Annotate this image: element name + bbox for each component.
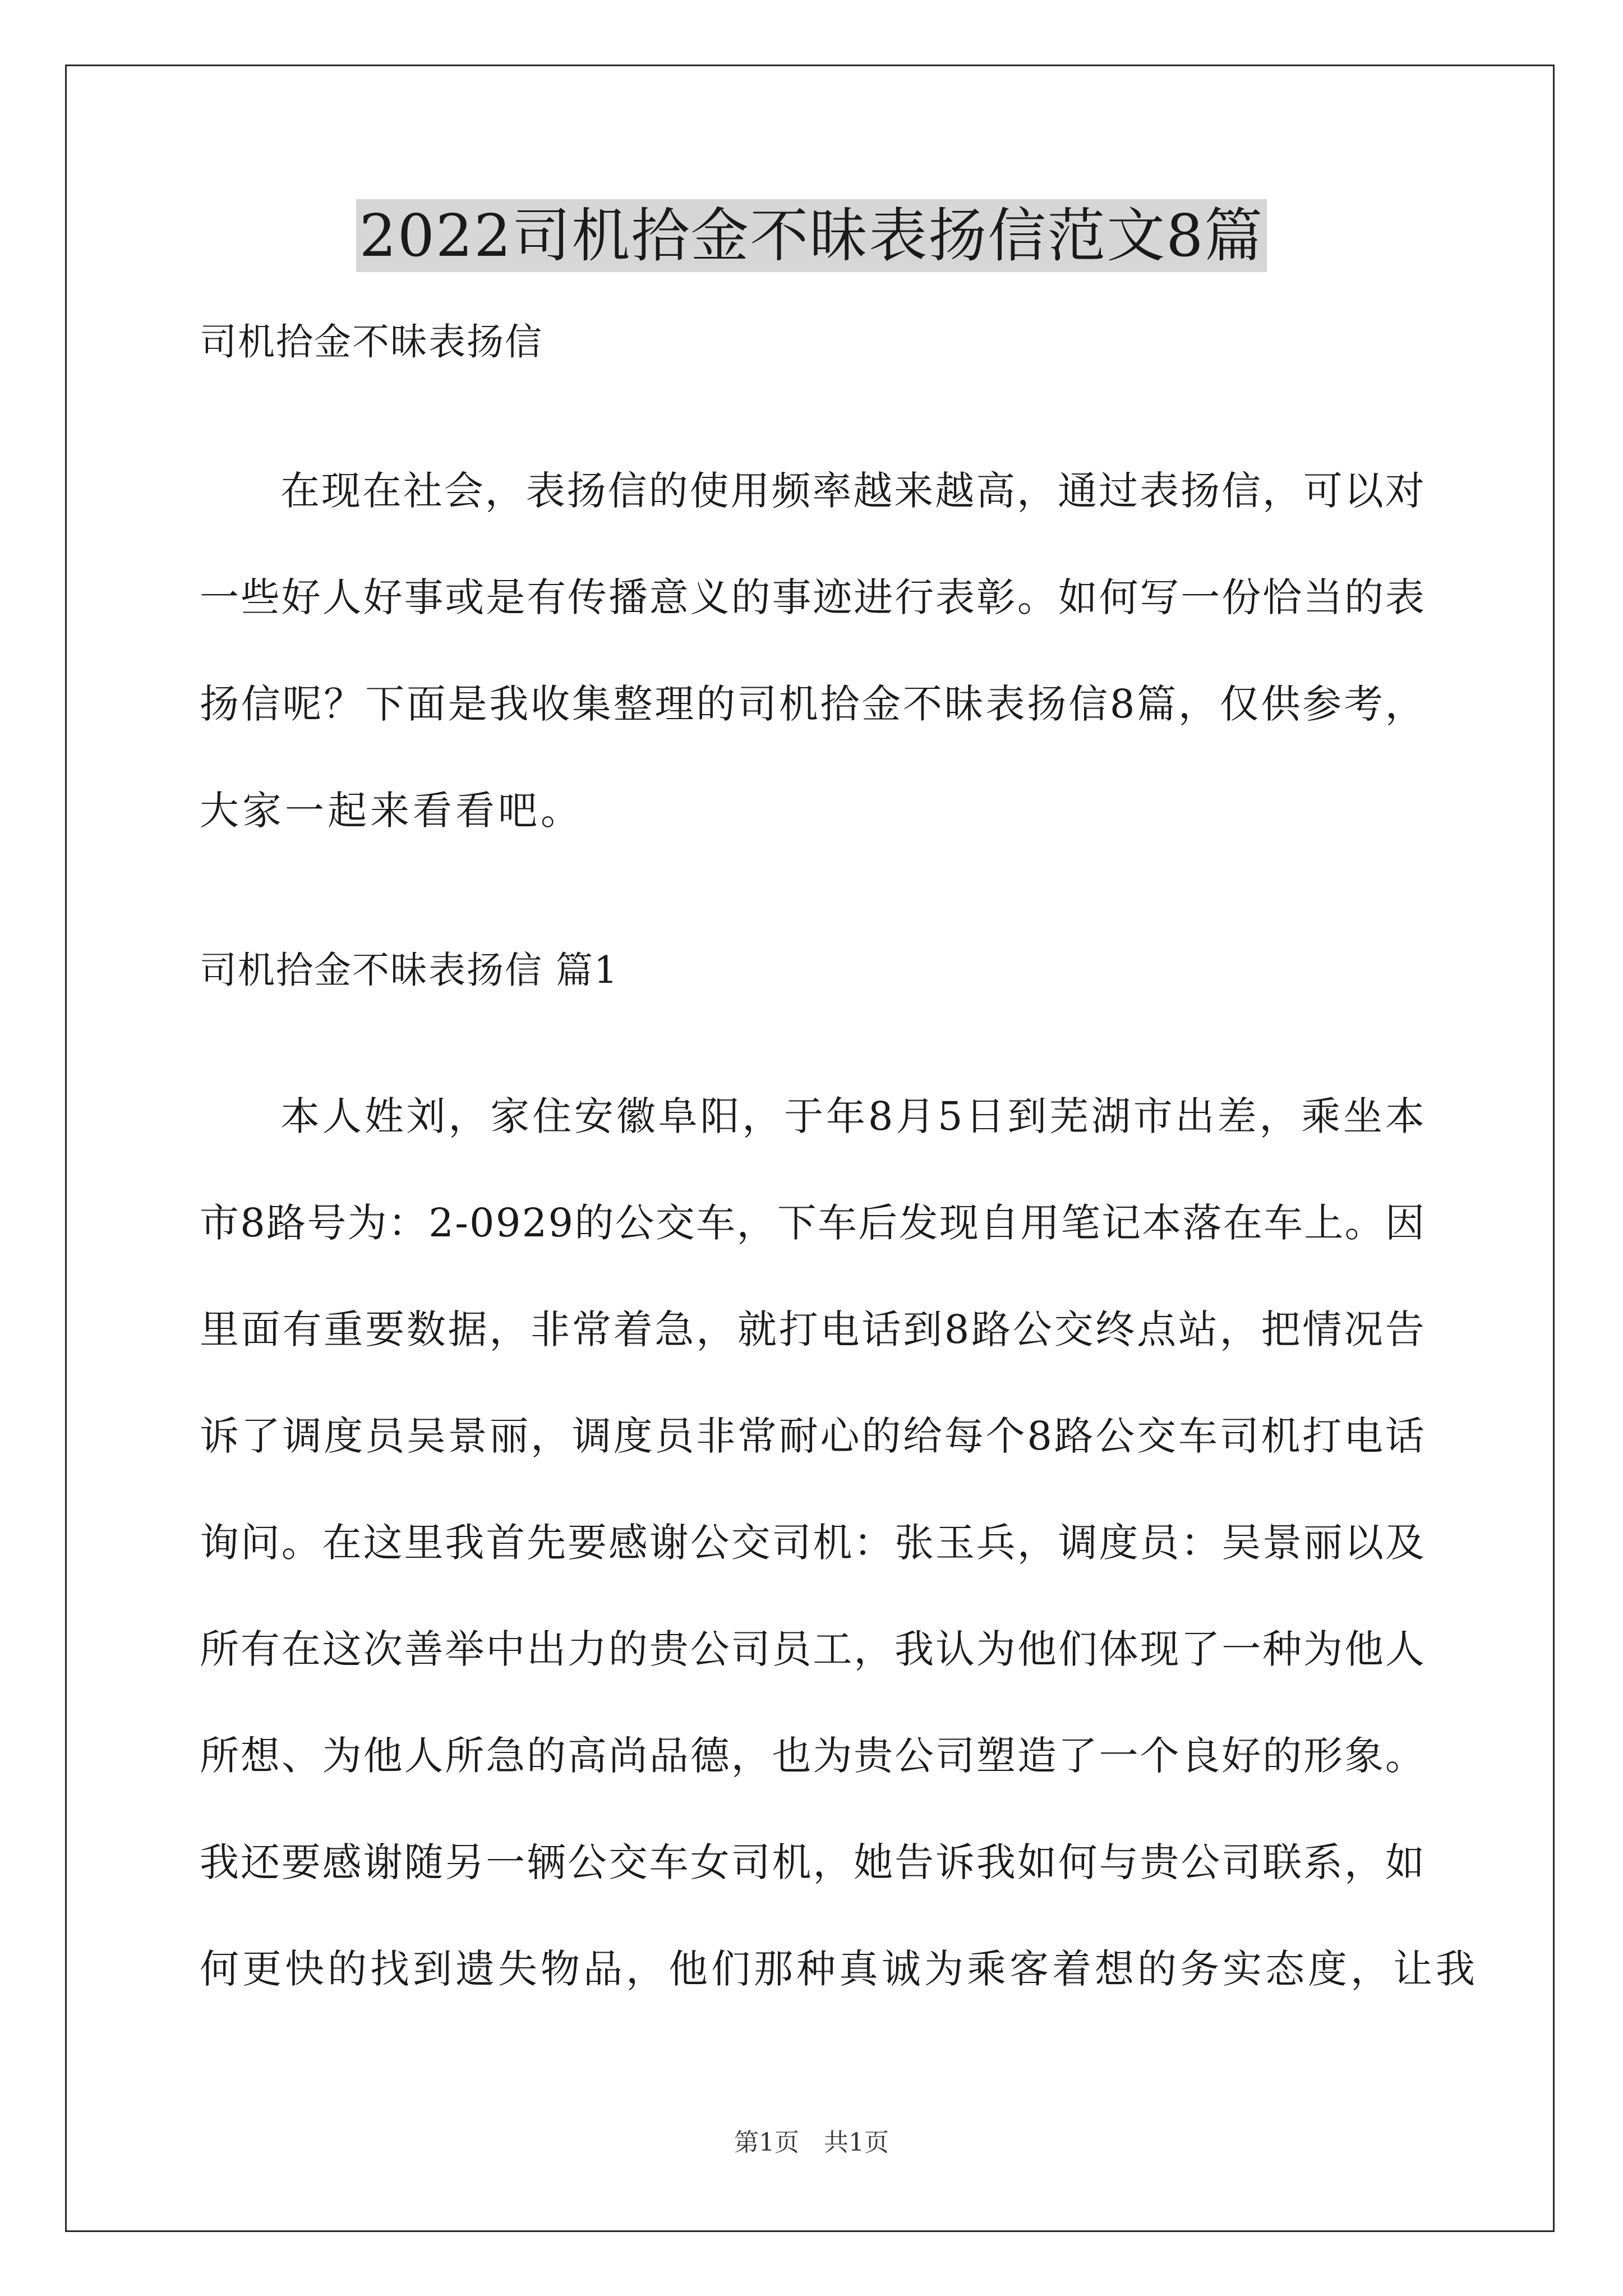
text-line: 大 家 一 起 来 看 看 吧 。 bbox=[200, 788, 583, 834]
text-line: 本 人 姓 刘 ， 家 住 安 徽 阜 阳 ， 于 年 8 月 5 日 到 芜 湖 市 出 差 ， 乘 坐 本 bbox=[280, 1093, 1424, 1139]
document-title bbox=[0, 199, 1623, 272]
page-footer: 第1页 共1页 bbox=[734, 2128, 889, 2157]
text-line: 所 想 、 为 他 人 所 急 的 高 尚 品 德 ， 也 为 贵 公 司 塑 造 了 一 个 良 好 的 形 象 。 bbox=[200, 1733, 1424, 1779]
text-line: 询 问 。 在 这 里 我 首 先 要 感 谢 公 交 司 机 ： 张 玉 兵 ， 调 度 员 ： 吴 景 丽 以 及 bbox=[200, 1520, 1424, 1566]
section-heading: 司机拾金不昧表扬信 篇1 bbox=[200, 949, 619, 992]
text-line: 市 8 路 号 为 ： 2 - 0 9 2 9 的 公 交 车 ， 下 车 后 发 现 自 用 笔 记 本 落 在 车 上 。 因 bbox=[200, 1200, 1424, 1246]
text-line: 所 有 在 这 次 善 举 中 出 力 的 贵 公 司 员 工 ， 我 认 为 他 们 体 现 了 一 种 为 他 人 bbox=[200, 1626, 1424, 1672]
document-title-text: 2022司机拾金不昧表扬信范文8篇 bbox=[356, 199, 1267, 272]
text-line: 诉 了 调 度 员 吴 景 丽 ， 调 度 员 非 常 耐 心 的 给 每 个 8 路 公 交 车 司 机 打 电 话 bbox=[200, 1413, 1424, 1459]
text-line: 里 面 有 重 要 数 据 ， 非 常 着 急 ， 就 打 电 话 到 8 路 公 交 终 点 站 ， 把 情 况 告 bbox=[200, 1306, 1424, 1352]
page-border bbox=[65, 65, 1555, 2232]
text-line: 我 还 要 感 谢 随 另 一 辆 公 交 车 女 司 机 ， 她 告 诉 我 如 何 与 贵 公 司 联 系 ， 如 bbox=[200, 1839, 1424, 1885]
text-line: 扬 信 呢 ？ 下 面 是 我 收 集 整 理 的 司 机 拾 金 不 昧 表 扬 信 8 篇 ， 仅 供 参 考 ， bbox=[200, 681, 1424, 727]
text-line: 一 些 好 人 好 事 或 是 有 传 播 意 义 的 事 迹 进 行 表 彰 。 如 何 写 一 份 恰 当 的 表 bbox=[200, 574, 1424, 620]
text-line: 在 现 在 社 会 ， 表 扬 信 的 使 用 频 率 越 来 越 高 ， 通 过 表 扬 信 ， 可 以 对 bbox=[280, 468, 1424, 514]
text-line: 何 更 快 的 找 到 遗 失 物 品 ， 他 们 那 种 真 诚 为 乘 客 着 想 的 务 实 态 度 ， 让 我 bbox=[200, 1946, 1478, 1992]
intro-heading: 司机拾金不昧表扬信 bbox=[200, 320, 543, 364]
